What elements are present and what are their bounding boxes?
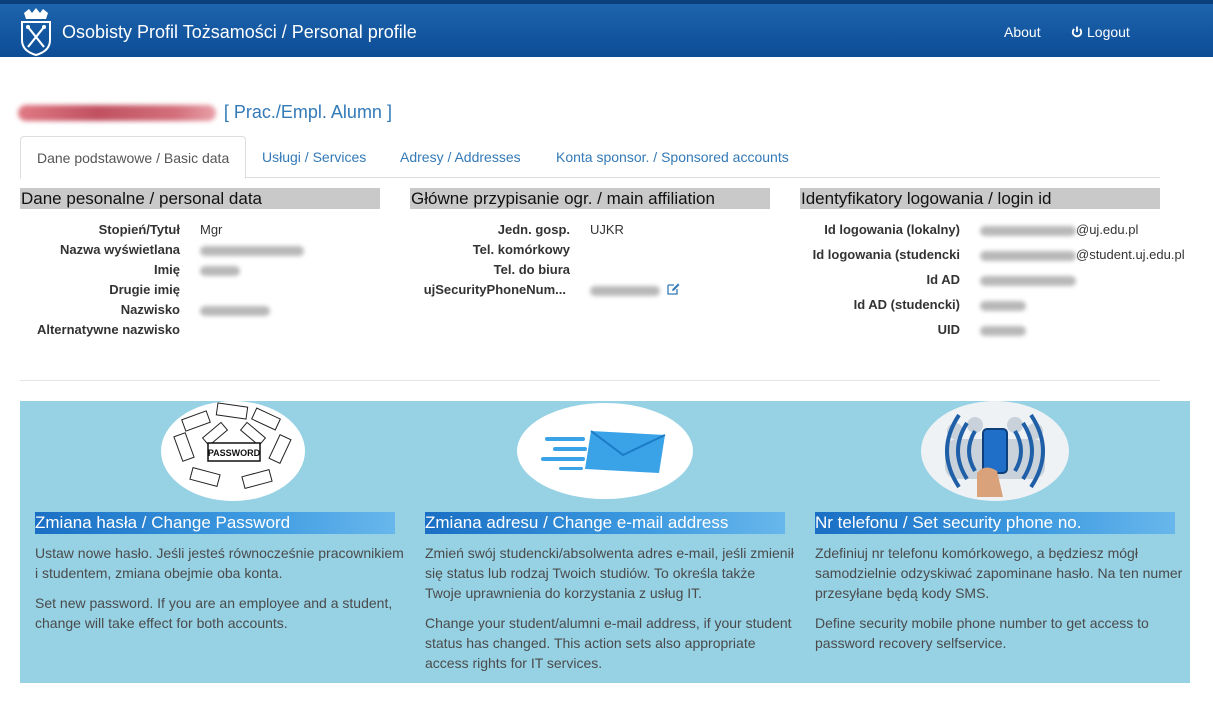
logout-label: Logout [1087, 24, 1130, 40]
change-password-description: Ustaw nowe hasło. Jeśli jesteś równocześnie pracownikiem i studentem, zmiana obejmie oba konta. Set new password. If you are an employee and a student, change will take effect for both accounts. [35, 545, 404, 631]
security-phone-image[interactable] [905, 401, 1085, 501]
svg-text:PASSWORD: PASSWORD [207, 448, 261, 458]
field-label-login-student: Id logowania (studencki [812, 247, 960, 262]
field-value-title: Mgr [200, 222, 223, 237]
security-phone-description: Zdefiniuj nr telefonu komórkowego, a będziesz mógł samodzielnie odzyskiwać zapominane hasło. Na ten numer przesyłane będą kody SMS. Define security mobile phone number to get access to password recovery selfservice. [815, 545, 1183, 651]
field-label-unit: Jedn. gosp. [497, 222, 570, 237]
about-link[interactable]: About [1004, 24, 1041, 40]
field-label-office-phone: Tel. do biura [493, 262, 570, 277]
field-value-login-student: @student.uj.edu.pl [980, 247, 1185, 262]
section-divider [20, 380, 1160, 381]
change-email-description: Zmień swój studencki/absolwenta adres e-mail, jeśli zmienił się status lub rodzaj Twoich studiów. To określa także Twoje uprawnienia do korzystania z usług IT. Change your student/alumni e-mail address, if your student status has changed. This action sets also appropriate access rights for IT services. [425, 545, 794, 671]
edit-icon[interactable] [667, 282, 680, 295]
field-label-ad-id: Id AD [926, 272, 960, 287]
field-label-middle-name: Drugie imię [109, 282, 180, 297]
personal-data-heading: Dane pesonalne / personal data [20, 188, 380, 209]
user-header [18, 102, 392, 126]
top-navbar [0, 0, 1213, 57]
field-label-uid: UID [937, 322, 960, 337]
user-name-redacted [18, 105, 216, 121]
password-cards-image[interactable] [143, 401, 323, 501]
field-value-display-name [200, 242, 304, 257]
app-title: Osobisty Profil Tożsamości / Personal profile [62, 22, 417, 42]
tab-services[interactable]: Usługi / Services [262, 149, 367, 165]
field-value-first-name [200, 262, 240, 277]
change-email-title[interactable]: Zmiana adresu / Change e-mail address [425, 512, 785, 534]
actions-panel [20, 401, 1190, 683]
field-label-login-local: Id logowania (lokalny) [824, 222, 960, 237]
email-envelope-image[interactable] [515, 401, 695, 501]
field-value-unit: UJKR [590, 222, 624, 237]
field-label-surname: Nazwisko [120, 302, 180, 317]
field-value-ad-id-student [980, 297, 1026, 312]
field-value-login-local: @uj.edu.pl [980, 222, 1138, 237]
user-role: [ Prac./Empl. Alumn ] [223, 102, 392, 122]
field-value-security-phone [590, 282, 680, 297]
security-phone-title[interactable]: Nr telefonu / Set security phone no. [815, 512, 1175, 534]
field-value-uid [980, 322, 1026, 337]
field-label-alt-surname: Alternatywne nazwisko [36, 322, 180, 337]
field-label-mobile: Tel. komórkowy [472, 242, 570, 257]
change-password-title[interactable]: Zmiana hasła / Change Password [35, 512, 395, 534]
field-label-display-name: Nazwa wyświetlana [60, 242, 180, 257]
university-crest-icon[interactable] [20, 7, 52, 57]
tab-addresses[interactable]: Adresy / Addresses [400, 149, 521, 165]
field-value-surname [200, 302, 270, 317]
field-label-title: Stopień/Tytuł [98, 222, 180, 237]
profile-tabs [20, 136, 1160, 178]
field-label-ad-id-student: Id AD (studencki) [853, 297, 960, 312]
login-id-heading: Identyfikatory logowania / login id [800, 188, 1160, 209]
field-label-security-phone: ujSecurityPhoneNum... [423, 282, 566, 297]
logout-link[interactable] [1071, 24, 1130, 40]
affiliation-heading: Główne przypisanie ogr. / main affiliation [410, 188, 770, 209]
field-label-first-name: Imię [153, 262, 180, 277]
power-icon [1071, 26, 1083, 38]
tab-basic-data[interactable]: Dane podstawowe / Basic data [20, 136, 246, 179]
field-value-ad-id [980, 272, 1076, 287]
tab-sponsored-accounts[interactable]: Konta sponsor. / Sponsored accounts [556, 149, 789, 165]
